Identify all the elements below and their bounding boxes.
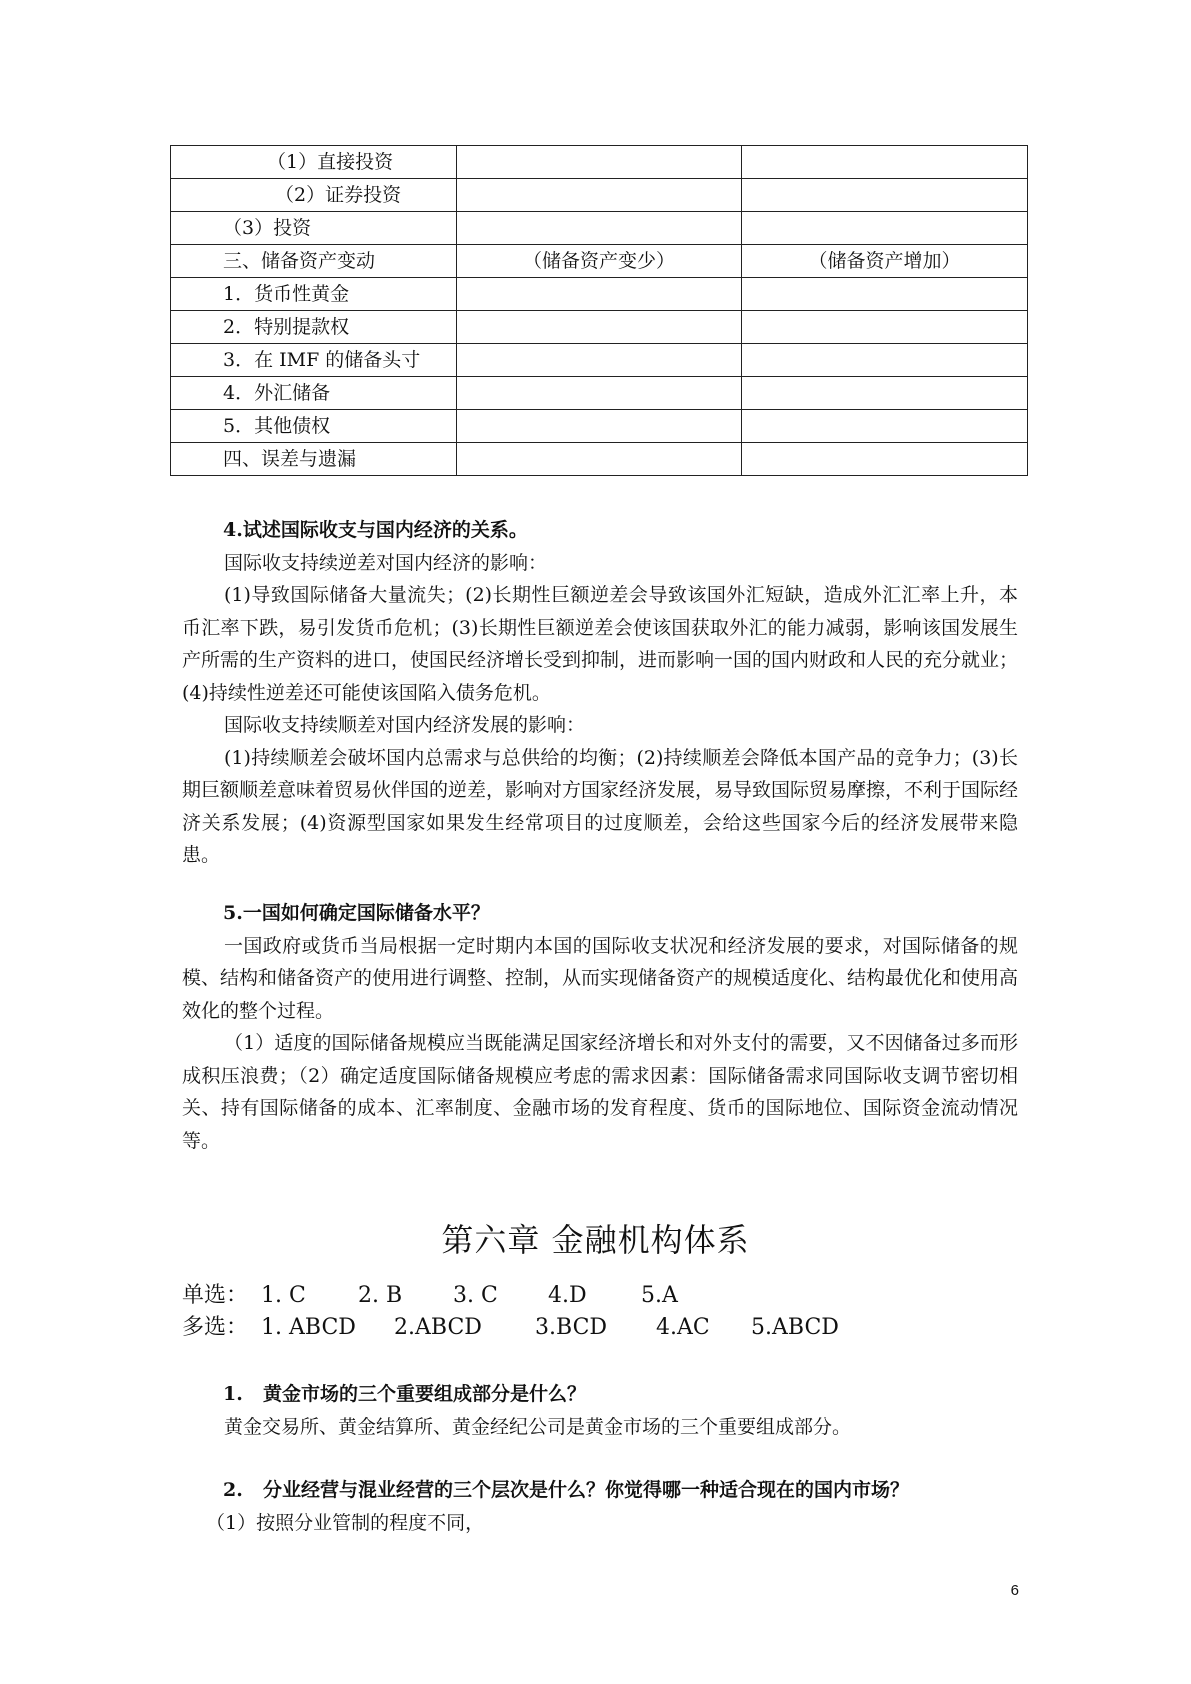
paragraph: (1)持续顺差会破坏国内总需求与总供给的均衡；(2)持续顺差会降低本国产品的竞争力；(3)长期巨额顺差意味着贸易伙伴国的逆差，影响对方国家经济发展，易导致国际贸易摩擦，不利于国际经济关系发展；(4)资源型国家如果发生经常项目的过度顺差，会给这些国家今后的经济发展带来隐患。 [182, 746, 1019, 866]
question-text: 黄金市场的三个重要组成部分是什么？ [263, 1383, 587, 1405]
table-row [171, 344, 1028, 377]
table-row [171, 311, 1028, 344]
table-cell: （1）直接投资 [171, 146, 457, 179]
table-cell: （储备资产增加） [742, 245, 1028, 278]
page-number: 6 [1010, 1582, 1019, 1599]
question-number: 1. [223, 1383, 243, 1405]
table-cell: 4．外汇储备 [171, 377, 457, 410]
table-cell [457, 146, 742, 179]
table-cell [457, 344, 742, 377]
question-4-section [182, 514, 1018, 872]
answer-key [182, 1280, 839, 1344]
answer-item: 3.BCD [535, 1315, 608, 1340]
table-row [171, 212, 1028, 245]
answer-item: 1. C [261, 1283, 306, 1308]
table-cell: 3．在 IMF 的储备头寸 [171, 344, 457, 377]
table-cell [742, 278, 1028, 311]
table-cell [742, 146, 1028, 179]
table-cell: （2）证券投资 [171, 179, 457, 212]
table-cell [742, 344, 1028, 377]
table-cell [457, 212, 742, 245]
question-number: 2. [223, 1479, 243, 1501]
table-cell: 四、误差与遗漏 [171, 443, 457, 476]
answer-label: 单选： [182, 1283, 249, 1308]
table-cell [457, 377, 742, 410]
table-cell [457, 179, 742, 212]
table-cell [457, 311, 742, 344]
table-row [171, 179, 1028, 212]
table-cell: （3）投资 [171, 212, 457, 245]
table-cell [742, 443, 1028, 476]
table-cell [742, 311, 1028, 344]
balance-of-payments-table [170, 145, 1028, 476]
multiple-choice-answers [182, 1312, 839, 1344]
table-cell [742, 377, 1028, 410]
paragraph: （1）按照分业管制的程度不同， [206, 1511, 485, 1534]
paragraph: 黄金交易所、黄金结算所、黄金经纪公司是黄金市场的三个重要组成部分。 [224, 1415, 852, 1438]
paragraph: 国际收支持续顺差对国内经济发展的影响： [224, 714, 586, 736]
paragraph: 国际收支持续逆差对国内经济的影响： [224, 551, 548, 574]
answer-item: 4.AC [656, 1315, 710, 1340]
answer-item: 1. ABCD [261, 1315, 356, 1340]
answer-item: 2. B [358, 1283, 403, 1308]
table-row [171, 377, 1028, 410]
question-1-title [182, 1378, 1018, 1411]
answer-item: 3. C [453, 1283, 498, 1308]
answer-item: 5.A [641, 1283, 678, 1308]
paragraph: (1)导致国际储备大量流失；(2)长期性巨额逆差会导致该国外汇短缺，造成外汇汇率上升，本币汇率下跌，易引发货币危机；(3)长期性巨额逆差会使该国获取外汇的能力减弱，影响该国发展生产所需的生产资料的进口，使国民经济增长受到抑制，进而影响一国的国内财政和人民的充分就业；(4)持续性逆差还可能使该国陷入债务危机。 [182, 584, 1019, 704]
table-row [171, 146, 1028, 179]
table-cell: 三、储备资产变动 [171, 245, 457, 278]
table-cell [742, 179, 1028, 212]
table-cell [457, 443, 742, 476]
answer-item: 5.ABCD [751, 1315, 839, 1340]
chapter-question-2 [182, 1474, 1018, 1539]
answer-item: 2.ABCD [394, 1315, 482, 1340]
table-row [171, 245, 1028, 278]
chapter-question-1 [182, 1378, 1018, 1443]
answer-item: 4.D [548, 1283, 587, 1308]
table-row [171, 278, 1028, 311]
paragraph: （1）适度的国际储备规模应当既能满足国家经济增长和对外支付的需要，又不因储备过多而形成积压浪费；（2）确定适度国际储备规模应考虑的需求因素：国际储备需求同国际收支调节密切相关、持有国际储备的成本、汇率制度、金融市场的发育程度、货币的国际地位、国际资金流动情况等。 [182, 1032, 1018, 1152]
table-cell: 2．特别提款权 [171, 311, 457, 344]
answer-label: 多选： [182, 1315, 249, 1340]
single-choice-answers [182, 1280, 839, 1312]
table-cell: 1．货币性黄金 [171, 278, 457, 311]
table-cell [742, 212, 1028, 245]
table-row [171, 410, 1028, 443]
table-row [171, 443, 1028, 476]
table-cell [742, 410, 1028, 443]
table-cell [457, 410, 742, 443]
question-2-title [182, 1474, 1018, 1507]
table-cell: 5．其他债权 [171, 410, 457, 443]
question-5-section [182, 897, 1018, 1157]
question-text: 分业经营与混业经营的三个层次是什么？你觉得哪一种适合现在的国内市场？ [263, 1479, 910, 1501]
table-cell [457, 278, 742, 311]
paragraph: 一国政府或货币当局根据一定时期内本国的国际收支状况和经济发展的要求，对国际储备的规模、结构和储备资产的使用进行调整、控制，从而实现储备资产的规模适度化、结构最优化和使用高效化的整个过程。 [182, 934, 1019, 1022]
chapter-title: 第六章 金融机构体系 [441, 1221, 750, 1259]
table-cell: （储备资产变少） [457, 245, 742, 278]
question-5-title: 5.一国如何确定国际储备水平？ [223, 902, 490, 924]
question-4-title: 4.试述国际收支与国内经济的关系。 [223, 519, 528, 541]
